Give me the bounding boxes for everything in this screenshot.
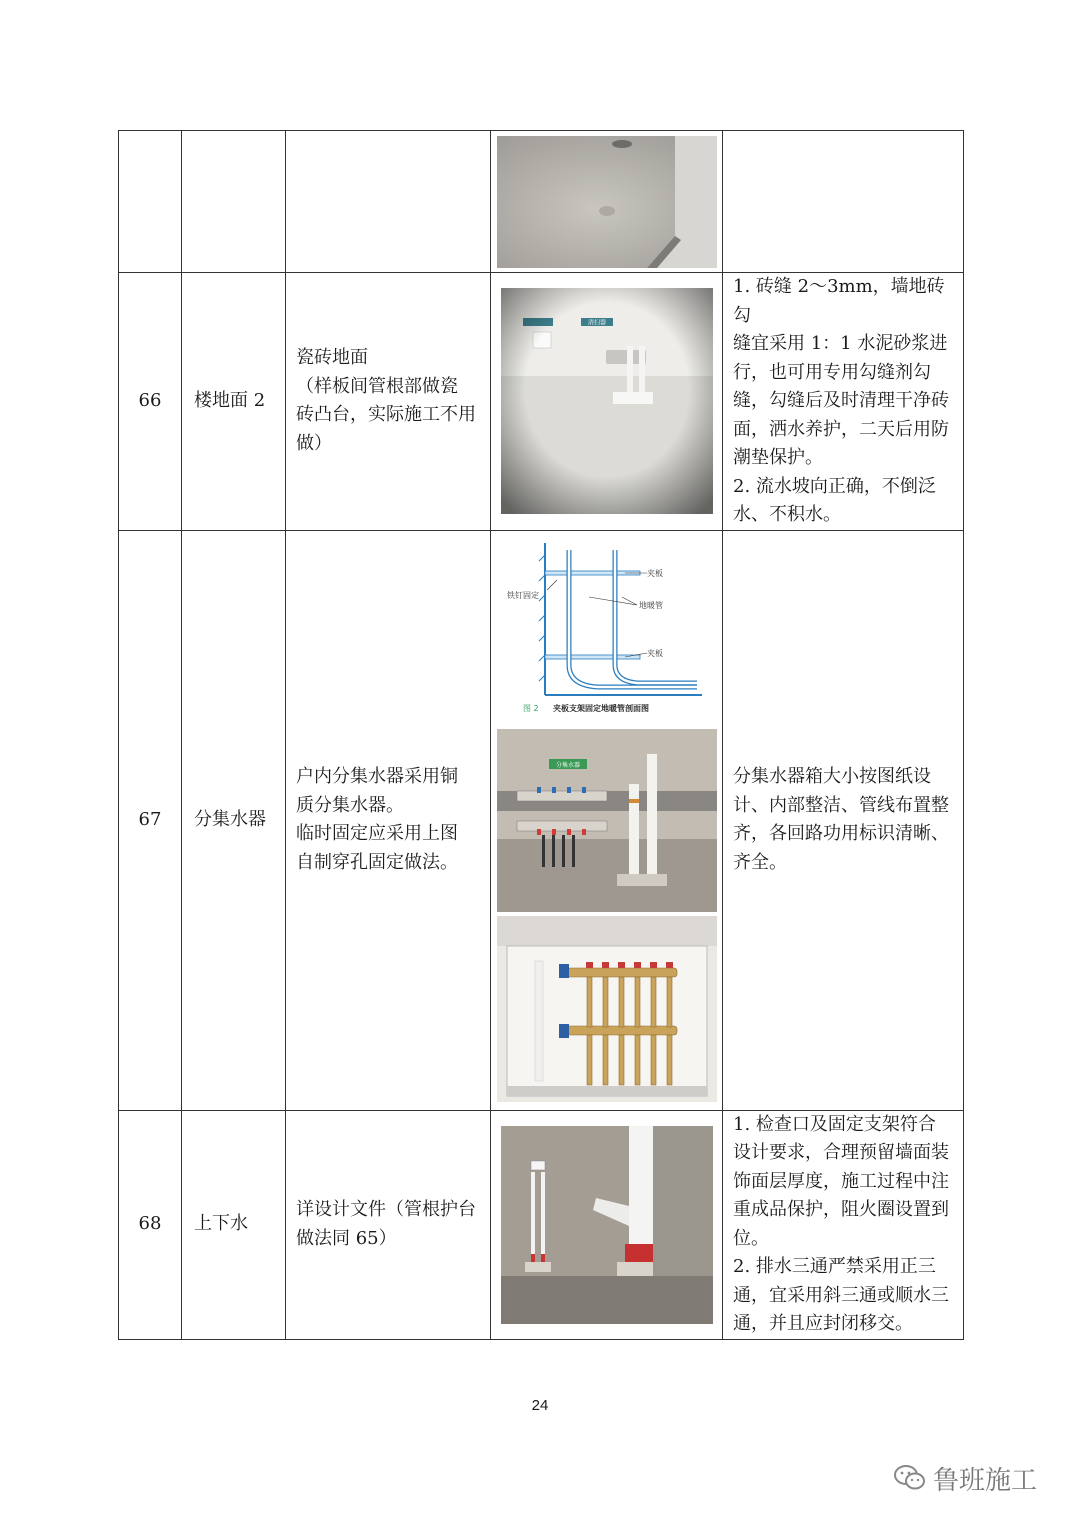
req-line: 位。 — [733, 1227, 769, 1249]
drain-pipe-photo — [501, 1126, 713, 1324]
req-line: 2. 流水坡向正确，不倒泛 — [733, 475, 936, 497]
concrete-floor-photo — [497, 136, 717, 268]
req-line: 1. 检查口及固定支架符合 — [733, 1113, 936, 1135]
manifold-install-photo — [497, 729, 717, 912]
desc-line: 做） — [296, 432, 332, 454]
req-line: 重成品保护，阻火圈设置到 — [733, 1199, 949, 1220]
desc-line: 户内分集水器采用铜 — [296, 766, 458, 787]
item-name — [182, 131, 286, 273]
row-number: 66 — [119, 273, 182, 531]
requirements — [723, 1110, 964, 1339]
req-line: 缝宜采用 1：1 水泥砂浆进 — [733, 333, 948, 354]
req-line: 面，洒水养护，二天后用防 — [733, 418, 949, 440]
item-description — [286, 131, 491, 273]
diagram-label: 铁钉固定 — [506, 590, 539, 600]
table-row — [119, 131, 964, 273]
requirements — [723, 131, 964, 273]
requirements — [723, 273, 964, 531]
desc-line: 详设计文件（管根护台 — [296, 1199, 476, 1220]
row-number: 67 — [119, 530, 182, 1110]
req-line: 水、不积水。 — [733, 504, 841, 525]
photo-sign-text: 分集水器 — [555, 761, 580, 769]
photo-cell — [491, 530, 723, 1110]
req-line: 计、内部整洁、管线布置整 — [733, 794, 949, 816]
req-line: 缝，勾缝后及时清理干净砖 — [733, 390, 949, 411]
req-line: 设计要求，合理预留墙面装 — [733, 1142, 949, 1163]
spec-table — [118, 130, 964, 1340]
item-name: 上下水 — [182, 1110, 286, 1339]
desc-line: （样板间管根部做瓷 — [296, 375, 458, 397]
req-line: 齐，各回路功用标识清晰、 — [733, 823, 949, 844]
table-row — [119, 1110, 964, 1339]
tiled-floor-photo — [501, 288, 713, 514]
page-number: 24 — [531, 1397, 549, 1414]
wechat-icon — [893, 1463, 927, 1493]
req-line: 分集水器箱大小按图纸设 — [733, 766, 931, 787]
diagram-caption: 夹板支架固定地暖管剖面图 — [552, 703, 649, 713]
item-description — [286, 273, 491, 531]
item-description — [286, 530, 491, 1110]
floor-heating-section-diagram — [497, 535, 717, 725]
req-line: 通，并且应封闭移交。 — [733, 1313, 913, 1334]
diagram-label: 地暖管 — [638, 600, 663, 610]
photo-cell — [491, 131, 723, 273]
req-line: 齐全。 — [733, 851, 787, 873]
diagram-caption-prefix: 图 2 — [522, 703, 539, 713]
item-name: 楼地面 2 — [182, 273, 286, 531]
requirements — [723, 530, 964, 1110]
row-number — [119, 131, 182, 273]
row-number: 68 — [119, 1110, 182, 1339]
req-line: 潮垫保护。 — [733, 447, 823, 468]
desc-line: 做法同 65） — [296, 1227, 397, 1249]
desc-line: 自制穿孔固定做法。 — [296, 851, 458, 873]
req-line: 2. 排水三通严禁采用正三 — [733, 1256, 936, 1277]
item-name: 分集水器 — [182, 530, 286, 1110]
desc-line: 瓷砖地面 — [296, 347, 368, 369]
item-description — [286, 1110, 491, 1339]
req-line: 饰面层厚度，施工过程中注 — [733, 1170, 949, 1192]
desc-line: 质分集水器。 — [296, 794, 404, 816]
watermark-text: 鲁班施工 — [933, 1465, 1038, 1496]
req-line: 1. 砖缝 2～3mm，墙地砖勾 — [733, 276, 945, 326]
watermark — [893, 1458, 1037, 1498]
desc-line: 砖凸台，实际施工不用 — [296, 404, 476, 426]
desc-line: 临时固定应采用上图 — [296, 823, 458, 844]
manifold-box-photo — [497, 916, 717, 1102]
table-row — [119, 273, 964, 531]
photo-cell — [491, 1110, 723, 1339]
req-line: 行，也可用专用勾缝剂勾 — [733, 361, 931, 383]
diagram-label: 夹板 — [646, 648, 663, 658]
req-line: 通，宜采用斜三通或顺水三 — [733, 1284, 949, 1306]
photo-cell — [491, 273, 723, 531]
table-row — [119, 530, 964, 1110]
diagram-label: 夹板 — [646, 568, 663, 578]
